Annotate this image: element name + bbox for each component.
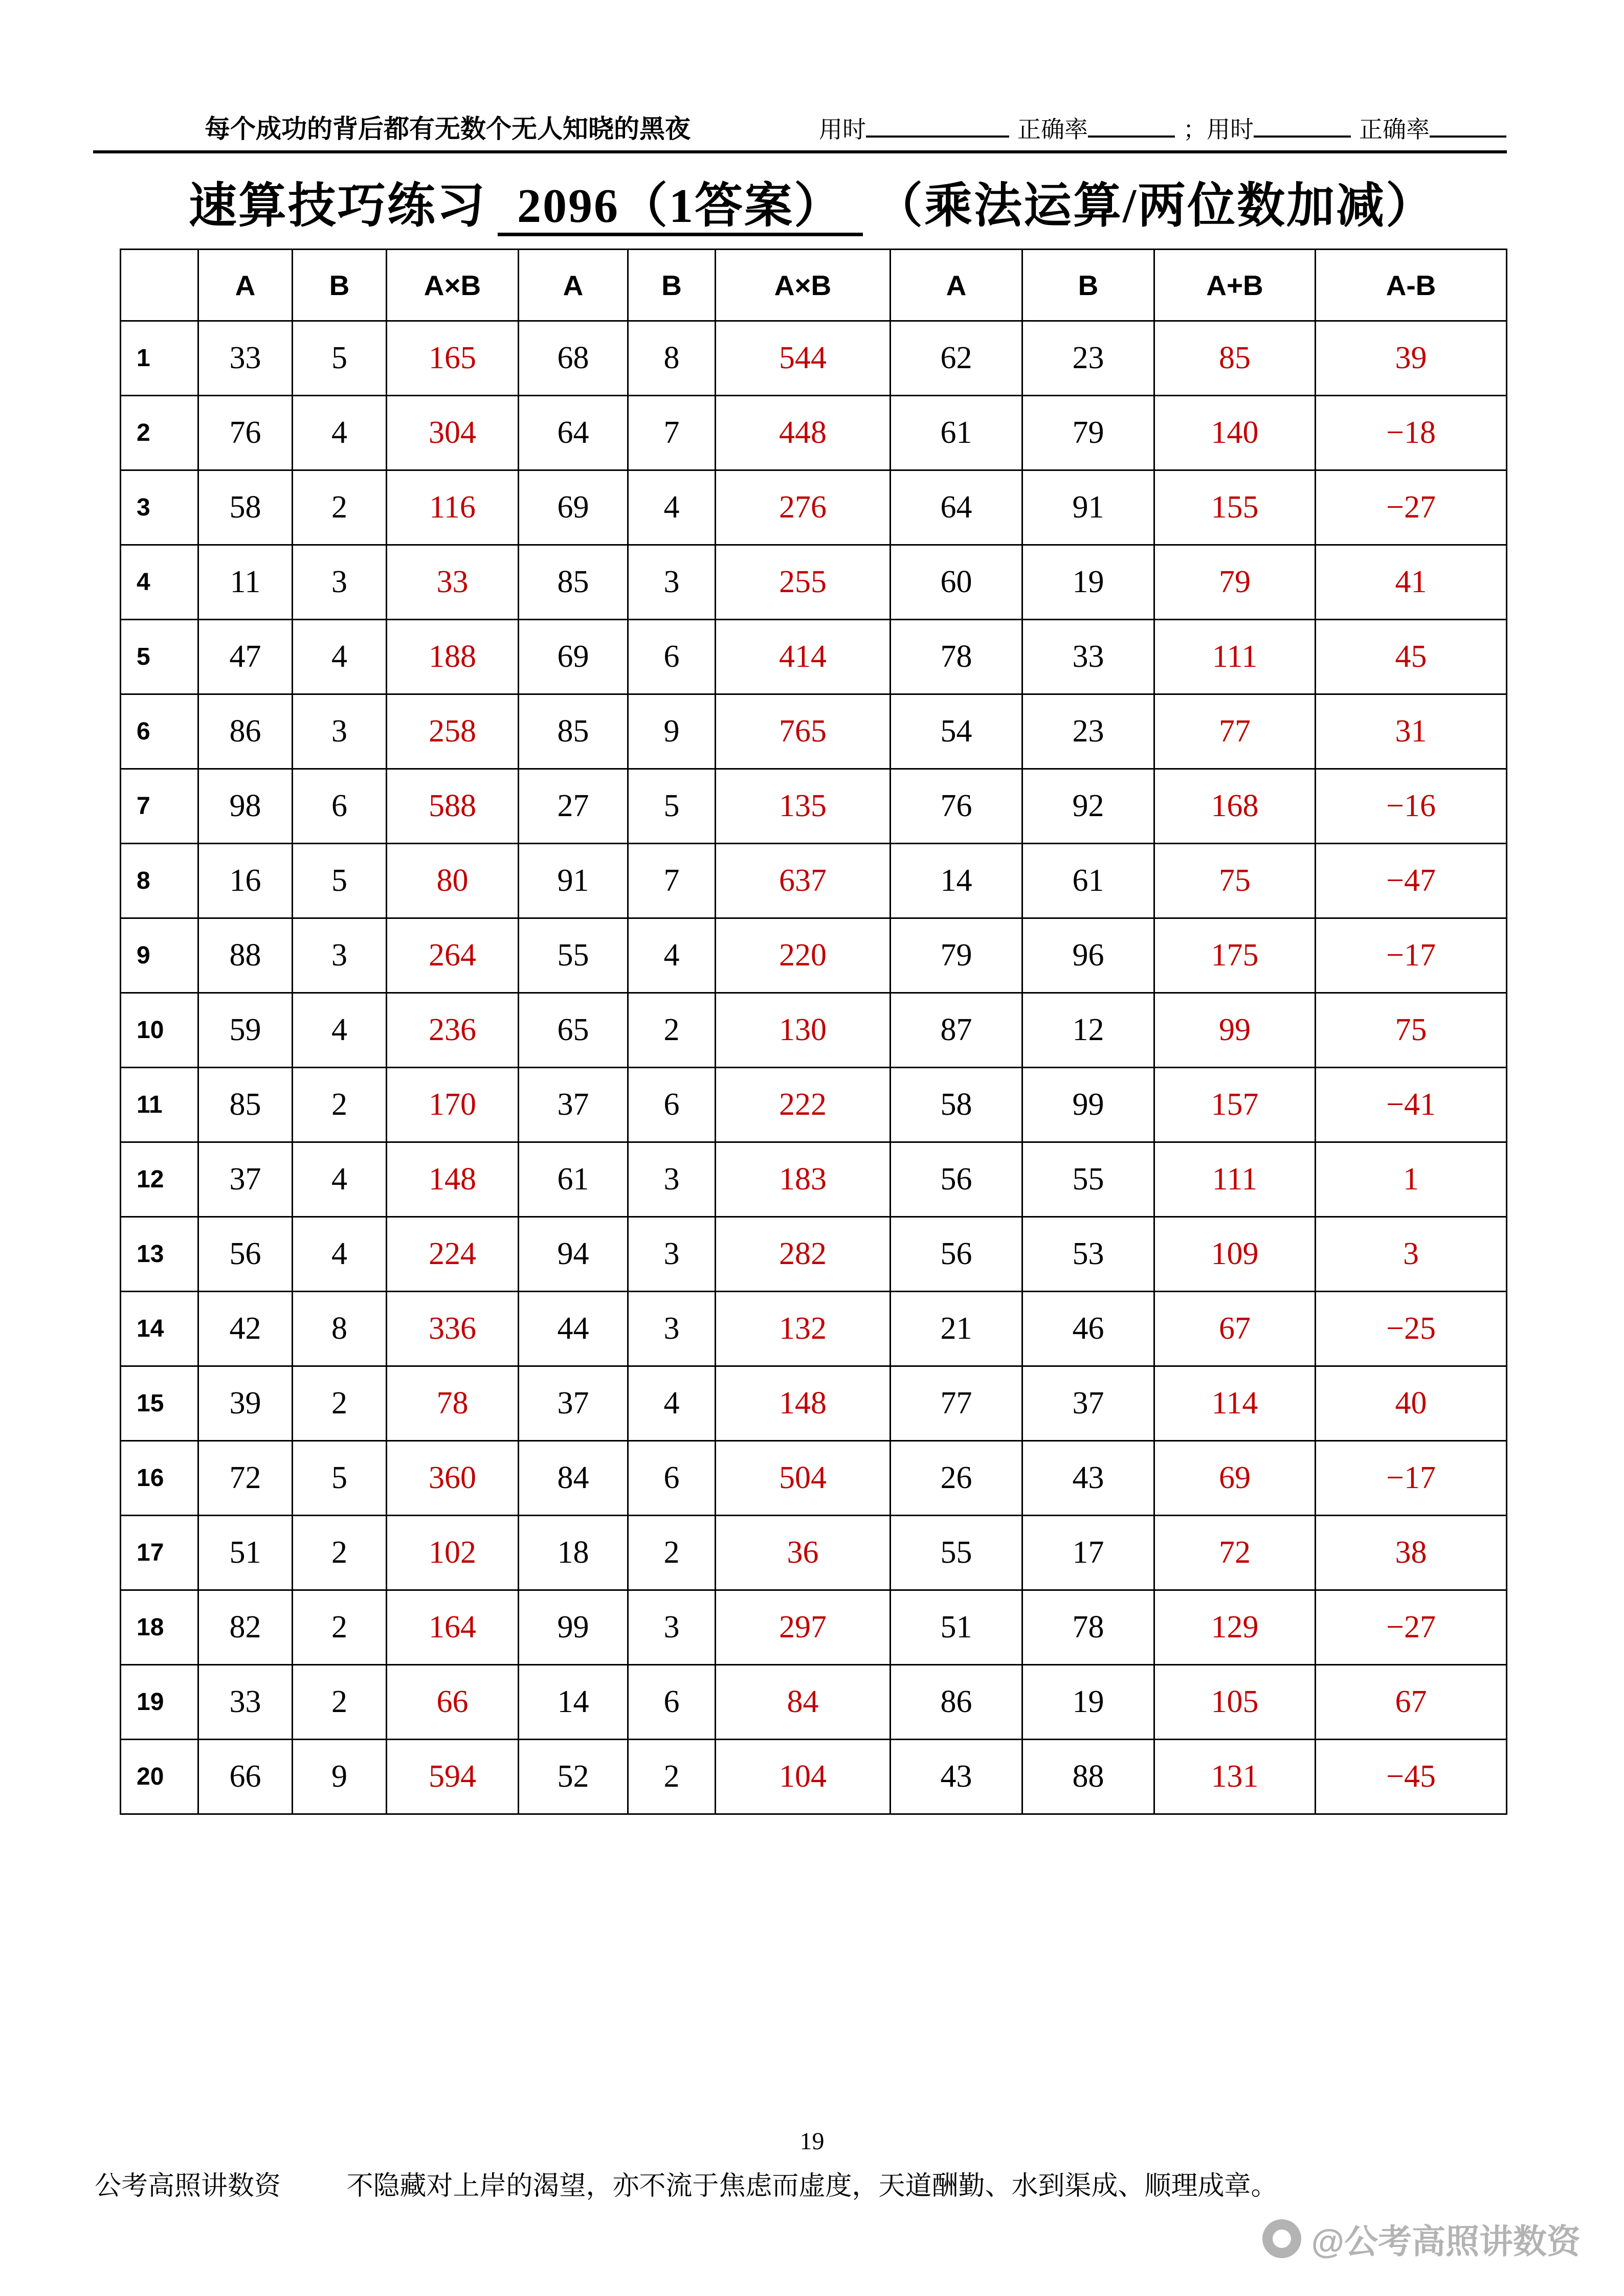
answer-cell: 77: [1154, 694, 1316, 769]
operand-cell: 14: [519, 1665, 628, 1740]
table-row: [121, 1740, 1507, 1814]
column-header: A×B: [387, 250, 519, 321]
operand-cell: 55: [1022, 1142, 1154, 1217]
operand-cell: 5: [293, 1441, 387, 1516]
answer-cell: 45: [1316, 620, 1507, 694]
table-row: [121, 918, 1507, 993]
operand-cell: 64: [891, 470, 1022, 545]
operand-cell: 2: [628, 1740, 716, 1814]
answer-cell: 155: [1154, 470, 1316, 545]
operand-cell: 53: [1022, 1217, 1154, 1292]
title-topic: （乘法运算/两位数加减）: [898, 179, 1436, 233]
answer-cell: 414: [716, 620, 891, 694]
page-title: [0, 167, 1624, 236]
answer-cell: 104: [716, 1740, 891, 1814]
column-header: A: [519, 250, 628, 321]
operand-cell: 99: [1022, 1068, 1154, 1142]
operand-cell: 96: [1022, 918, 1154, 993]
operand-cell: 7: [628, 396, 716, 470]
answer-cell: 41: [1316, 545, 1507, 620]
operand-cell: 3: [628, 1590, 716, 1665]
operand-cell: 72: [198, 1441, 293, 1516]
operand-cell: 5: [293, 844, 387, 918]
table-row: [121, 1441, 1507, 1516]
operand-cell: 6: [628, 1665, 716, 1740]
operand-cell: 6: [628, 1441, 716, 1516]
operand-cell: 4: [628, 918, 716, 993]
row-number: 13: [121, 1217, 198, 1292]
answer-cell: 135: [716, 769, 891, 844]
operand-cell: 69: [519, 620, 628, 694]
accuracy-label-2: 正确率: [1359, 117, 1430, 143]
footer-brand: 公考高照讲数资: [95, 2172, 281, 2201]
answer-cell: 85: [1154, 321, 1316, 396]
answer-cell: 276: [716, 470, 891, 545]
table-row: [121, 844, 1507, 918]
operand-cell: 9: [628, 694, 716, 769]
column-header: A: [198, 250, 293, 321]
operand-cell: 56: [891, 1142, 1022, 1217]
table-row: [121, 1292, 1507, 1366]
time-used-label-1: 用时: [819, 117, 866, 143]
operand-cell: 37: [198, 1142, 293, 1217]
operand-cell: 88: [198, 918, 293, 993]
answer-cell: 102: [387, 1516, 519, 1590]
watermark: [1262, 2214, 1581, 2263]
operand-cell: 4: [628, 470, 716, 545]
operand-cell: 44: [519, 1292, 628, 1366]
operand-cell: 85: [519, 545, 628, 620]
operand-cell: 8: [628, 321, 716, 396]
table-row: [121, 1590, 1507, 1665]
operand-cell: 2: [293, 1590, 387, 1665]
table-row: [121, 1142, 1507, 1217]
row-number: 7: [121, 769, 198, 844]
operand-cell: 4: [293, 396, 387, 470]
answer-cell: −18: [1316, 396, 1507, 470]
answer-cell: 336: [387, 1292, 519, 1366]
operand-cell: 55: [891, 1516, 1022, 1590]
row-number: 9: [121, 918, 198, 993]
operand-cell: 7: [628, 844, 716, 918]
operand-cell: 68: [519, 321, 628, 396]
time-used-label-2: ；用时: [1183, 117, 1254, 143]
operand-cell: 4: [293, 1217, 387, 1292]
answer-cell: 33: [387, 545, 519, 620]
operand-cell: 21: [891, 1292, 1022, 1366]
row-number: 3: [121, 470, 198, 545]
answer-cell: 40: [1316, 1366, 1507, 1441]
answer-cell: 258: [387, 694, 519, 769]
operand-cell: 79: [891, 918, 1022, 993]
row-number: 5: [121, 620, 198, 694]
column-header: B: [293, 250, 387, 321]
accuracy-blank-1: [1088, 136, 1175, 138]
row-number: 20: [121, 1740, 198, 1814]
time-used-blank-2: [1254, 136, 1351, 138]
operand-cell: 3: [628, 545, 716, 620]
answer-cell: −25: [1316, 1292, 1507, 1366]
answer-cell: 148: [387, 1142, 519, 1217]
operand-cell: 3: [628, 1292, 716, 1366]
operand-cell: 62: [891, 321, 1022, 396]
column-header: A: [891, 250, 1022, 321]
table-row: [121, 769, 1507, 844]
column-header: A-B: [1316, 250, 1507, 321]
operand-cell: 14: [891, 844, 1022, 918]
answer-cell: 3: [1316, 1217, 1507, 1292]
operand-cell: 19: [1022, 1665, 1154, 1740]
operand-cell: 2: [293, 1516, 387, 1590]
operand-cell: 23: [1022, 694, 1154, 769]
table-row: [121, 1366, 1507, 1441]
operand-cell: 4: [293, 620, 387, 694]
answer-cell: 36: [716, 1516, 891, 1590]
answer-cell: −47: [1316, 844, 1507, 918]
title-worksheet-number: 2096（1答案）: [498, 179, 863, 236]
answer-cell: 80: [387, 844, 519, 918]
answer-cell: 75: [1154, 844, 1316, 918]
operand-cell: 16: [198, 844, 293, 918]
answer-cell: 66: [387, 1665, 519, 1740]
answer-cell: 168: [1154, 769, 1316, 844]
answer-cell: 111: [1154, 1142, 1316, 1217]
table-row: [121, 321, 1507, 396]
operand-cell: 60: [891, 545, 1022, 620]
answer-cell: 282: [716, 1217, 891, 1292]
operand-cell: 84: [519, 1441, 628, 1516]
operand-cell: 11: [198, 545, 293, 620]
answer-cell: 140: [1154, 396, 1316, 470]
header-motto: 每个成功的背后都有无数个无人知晓的黑夜: [205, 115, 691, 143]
answer-cell: 67: [1316, 1665, 1507, 1740]
operand-cell: 65: [519, 993, 628, 1068]
operand-cell: 64: [519, 396, 628, 470]
operand-cell: 78: [1022, 1590, 1154, 1665]
operand-cell: 19: [1022, 545, 1154, 620]
column-header-blank: [121, 250, 198, 321]
operand-cell: 55: [519, 918, 628, 993]
answer-cell: 448: [716, 396, 891, 470]
answer-cell: 1: [1316, 1142, 1507, 1217]
operand-cell: 2: [628, 1516, 716, 1590]
row-number: 14: [121, 1292, 198, 1366]
operand-cell: 61: [1022, 844, 1154, 918]
answer-cell: 105: [1154, 1665, 1316, 1740]
answer-cell: 594: [387, 1740, 519, 1814]
table-row: [121, 1665, 1507, 1740]
operand-cell: 86: [198, 694, 293, 769]
row-number: 8: [121, 844, 198, 918]
operand-cell: 27: [519, 769, 628, 844]
operand-cell: 37: [519, 1068, 628, 1142]
answer-cell: 220: [716, 918, 891, 993]
answer-cell: 183: [716, 1142, 891, 1217]
operand-cell: 66: [198, 1740, 293, 1814]
row-number: 18: [121, 1590, 198, 1665]
row-number: 6: [121, 694, 198, 769]
operand-cell: 4: [293, 993, 387, 1068]
accuracy-label-1: 正确率: [1017, 117, 1088, 143]
answer-cell: 165: [387, 321, 519, 396]
operand-cell: 91: [1022, 470, 1154, 545]
operand-cell: 43: [891, 1740, 1022, 1814]
operand-cell: 8: [293, 1292, 387, 1366]
operand-cell: 6: [628, 620, 716, 694]
table-row: [121, 993, 1507, 1068]
operand-cell: 3: [293, 694, 387, 769]
answer-cell: 157: [1154, 1068, 1316, 1142]
header-divider-line: [93, 150, 1507, 153]
answer-cell: 31: [1316, 694, 1507, 769]
answer-cell: 69: [1154, 1441, 1316, 1516]
operand-cell: 69: [519, 470, 628, 545]
page-number: 19: [799, 2128, 825, 2155]
answer-cell: 175: [1154, 918, 1316, 993]
operand-cell: 56: [198, 1217, 293, 1292]
operand-cell: 23: [1022, 321, 1154, 396]
operand-cell: 56: [891, 1217, 1022, 1292]
operand-cell: 61: [519, 1142, 628, 1217]
operand-cell: 33: [198, 321, 293, 396]
operand-cell: 17: [1022, 1516, 1154, 1590]
operand-cell: 46: [1022, 1292, 1154, 1366]
answer-cell: 130: [716, 993, 891, 1068]
operand-cell: 37: [1022, 1366, 1154, 1441]
column-header: A×B: [716, 250, 891, 321]
answer-cell: −27: [1316, 470, 1507, 545]
answer-cell: 236: [387, 993, 519, 1068]
operand-cell: 12: [1022, 993, 1154, 1068]
title-prefix: 速算技巧练习: [188, 179, 486, 233]
row-number: 12: [121, 1142, 198, 1217]
operand-cell: 82: [198, 1590, 293, 1665]
operand-cell: 2: [293, 1068, 387, 1142]
operand-cell: 51: [891, 1590, 1022, 1665]
table-row: [121, 545, 1507, 620]
row-number: 16: [121, 1441, 198, 1516]
operand-cell: 3: [293, 545, 387, 620]
table-row: [121, 694, 1507, 769]
answer-cell: 131: [1154, 1740, 1316, 1814]
operand-cell: 58: [198, 470, 293, 545]
operand-cell: 9: [293, 1740, 387, 1814]
answer-cell: 264: [387, 918, 519, 993]
operand-cell: 3: [628, 1142, 716, 1217]
answer-cell: 148: [716, 1366, 891, 1441]
answer-cell: 304: [387, 396, 519, 470]
operand-cell: 2: [293, 470, 387, 545]
answer-cell: 72: [1154, 1516, 1316, 1590]
operand-cell: 33: [198, 1665, 293, 1740]
answer-cell: 164: [387, 1590, 519, 1665]
operand-cell: 5: [628, 769, 716, 844]
accuracy-blank-2: [1430, 136, 1506, 138]
operand-cell: 92: [1022, 769, 1154, 844]
answer-cell: 222: [716, 1068, 891, 1142]
operand-cell: 52: [519, 1740, 628, 1814]
operand-cell: 47: [198, 620, 293, 694]
operand-cell: 39: [198, 1366, 293, 1441]
operand-cell: 61: [891, 396, 1022, 470]
answer-cell: 132: [716, 1292, 891, 1366]
practice-table: [120, 249, 1507, 1815]
row-number: 19: [121, 1665, 198, 1740]
operand-cell: 2: [293, 1366, 387, 1441]
operand-cell: 3: [628, 1217, 716, 1292]
answer-cell: 188: [387, 620, 519, 694]
table-row: [121, 1217, 1507, 1292]
row-number: 10: [121, 993, 198, 1068]
answer-cell: 78: [387, 1366, 519, 1441]
answer-cell: 39: [1316, 321, 1507, 396]
operand-cell: 6: [628, 1068, 716, 1142]
operand-cell: 59: [198, 993, 293, 1068]
table-row: [121, 620, 1507, 694]
column-header: B: [1022, 250, 1154, 321]
operand-cell: 43: [1022, 1441, 1154, 1516]
answer-cell: 255: [716, 545, 891, 620]
answer-cell: −27: [1316, 1590, 1507, 1665]
row-number: 2: [121, 396, 198, 470]
operand-cell: 2: [293, 1665, 387, 1740]
answer-cell: −41: [1316, 1068, 1507, 1142]
operand-cell: 4: [293, 1142, 387, 1217]
answer-cell: −17: [1316, 918, 1507, 993]
operand-cell: 76: [198, 396, 293, 470]
operand-cell: 86: [891, 1665, 1022, 1740]
answer-cell: 224: [387, 1217, 519, 1292]
operand-cell: 33: [1022, 620, 1154, 694]
answer-cell: 111: [1154, 620, 1316, 694]
row-number: 4: [121, 545, 198, 620]
operand-cell: 51: [198, 1516, 293, 1590]
table-header-row: [121, 250, 1507, 321]
answer-cell: −45: [1316, 1740, 1507, 1814]
answer-cell: 114: [1154, 1366, 1316, 1441]
column-header: B: [628, 250, 716, 321]
operand-cell: 3: [293, 918, 387, 993]
operand-cell: 88: [1022, 1740, 1154, 1814]
operand-cell: 85: [198, 1068, 293, 1142]
header-strip: [205, 108, 1506, 145]
operand-cell: 5: [293, 321, 387, 396]
footer-motto: 不隐藏对上岸的渴望，亦不流于焦虑而虚度，天道酬勤、水到渠成、顺理成章。: [346, 2172, 1278, 2201]
operand-cell: 78: [891, 620, 1022, 694]
answer-cell: 84: [716, 1665, 891, 1740]
answer-cell: 360: [387, 1441, 519, 1516]
table-row: [121, 1516, 1507, 1590]
answer-cell: −17: [1316, 1441, 1507, 1516]
row-number: 15: [121, 1366, 198, 1441]
answer-cell: 38: [1316, 1516, 1507, 1590]
operand-cell: 26: [891, 1441, 1022, 1516]
operand-cell: 79: [1022, 396, 1154, 470]
operand-cell: 42: [198, 1292, 293, 1366]
table-row: [121, 470, 1507, 545]
operand-cell: 99: [519, 1590, 628, 1665]
operand-cell: 2: [628, 993, 716, 1068]
watermark-text: @公考高照讲数资: [1311, 2222, 1581, 2260]
operand-cell: 91: [519, 844, 628, 918]
row-number: 17: [121, 1516, 198, 1590]
answer-cell: 99: [1154, 993, 1316, 1068]
operand-cell: 6: [293, 769, 387, 844]
table-row: [121, 396, 1507, 470]
answer-cell: 170: [387, 1068, 519, 1142]
answer-cell: 637: [716, 844, 891, 918]
answer-cell: 765: [716, 694, 891, 769]
answer-cell: 116: [387, 470, 519, 545]
answer-cell: 67: [1154, 1292, 1316, 1366]
column-header: A+B: [1154, 250, 1316, 321]
operand-cell: 85: [519, 694, 628, 769]
operand-cell: 4: [628, 1366, 716, 1441]
answer-cell: 129: [1154, 1590, 1316, 1665]
answer-cell: 297: [716, 1590, 891, 1665]
weibo-camera-icon: [1262, 2219, 1301, 2258]
operand-cell: 54: [891, 694, 1022, 769]
answer-cell: 75: [1316, 993, 1507, 1068]
operand-cell: 94: [519, 1217, 628, 1292]
answer-cell: 544: [716, 321, 891, 396]
operand-cell: 76: [891, 769, 1022, 844]
answer-cell: −16: [1316, 769, 1507, 844]
answer-cell: 109: [1154, 1217, 1316, 1292]
answer-cell: 79: [1154, 545, 1316, 620]
answer-cell: 588: [387, 769, 519, 844]
operand-cell: 87: [891, 993, 1022, 1068]
operand-cell: 18: [519, 1516, 628, 1590]
table-row: [121, 1068, 1507, 1142]
operand-cell: 58: [891, 1068, 1022, 1142]
operand-cell: 77: [891, 1366, 1022, 1441]
time-used-blank-1: [866, 136, 1009, 138]
row-number: 11: [121, 1068, 198, 1142]
row-number: 1: [121, 321, 198, 396]
operand-cell: 37: [519, 1366, 628, 1441]
answer-cell: 504: [716, 1441, 891, 1516]
operand-cell: 98: [198, 769, 293, 844]
